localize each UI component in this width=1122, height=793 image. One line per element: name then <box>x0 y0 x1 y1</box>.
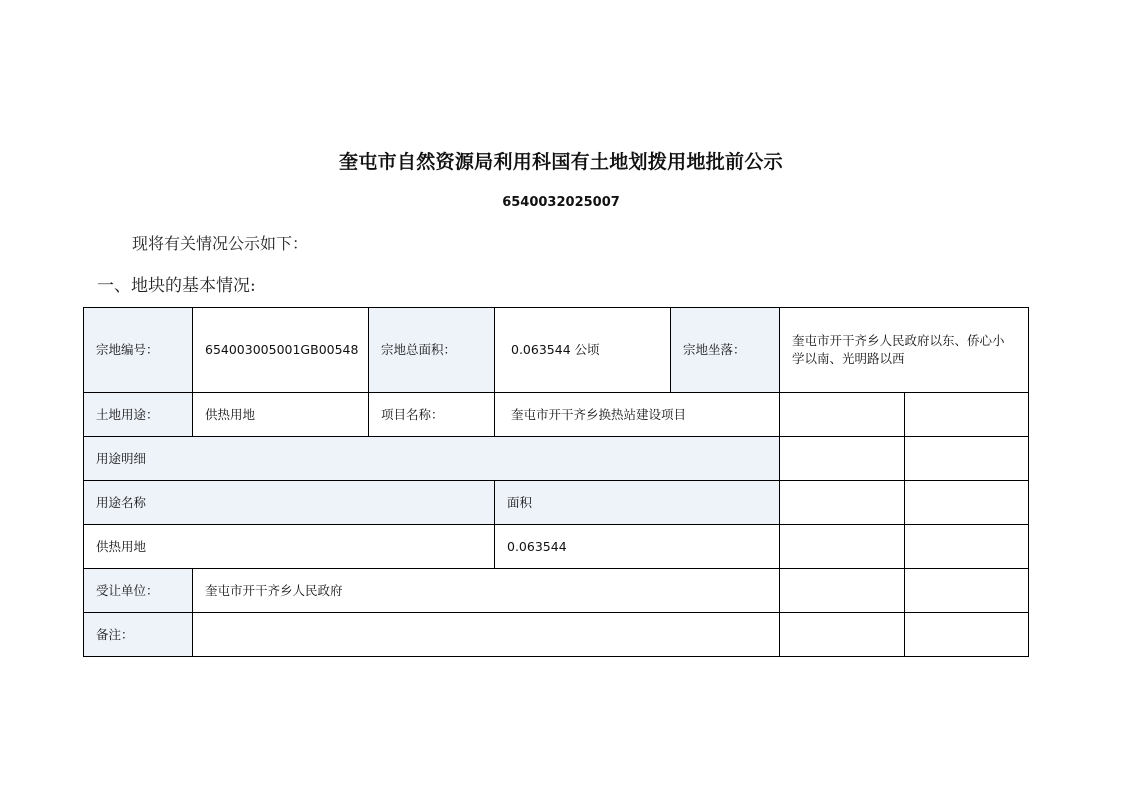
empty-cell <box>780 569 905 613</box>
total-area-label: 宗地总面积： <box>369 308 495 393</box>
empty-cell <box>905 569 1029 613</box>
land-use-label: 土地用途： <box>84 393 193 437</box>
empty-cell <box>905 481 1029 525</box>
parcel-basic-row <box>84 308 1029 393</box>
assignee-label: 受让单位： <box>84 569 193 613</box>
empty-cell <box>780 393 905 437</box>
document-number: 6540032025007 <box>502 195 620 210</box>
use-detail-label: 用途明细 <box>84 437 780 481</box>
project-name-label: 项目名称： <box>369 393 495 437</box>
use-header-row <box>84 481 1029 525</box>
assignee-value: 奎屯市开干齐乡人民政府 <box>193 569 780 613</box>
intro-text: 现将有关情况公示如下： <box>132 234 309 253</box>
location-value: 奎屯市开干齐乡人民政府以东、侨心小学以南、光明路以西 <box>780 308 1029 393</box>
area-header: 面积 <box>495 481 780 525</box>
empty-cell <box>905 613 1029 657</box>
parcel-no-value: 654003005001GB00548 <box>193 308 369 393</box>
land-use-value: 供热用地 <box>193 393 369 437</box>
empty-cell <box>780 437 905 481</box>
section-heading: 一、地块的基本情况: <box>97 276 256 296</box>
document-title: 奎屯市自然资源局利用科国有土地划拨用地批前公示 <box>339 151 783 173</box>
empty-cell <box>905 525 1029 569</box>
use-area-value: 0.063544 <box>495 525 780 569</box>
land-use-row <box>84 393 1029 437</box>
empty-cell <box>780 525 905 569</box>
parcel-info-table <box>83 307 1029 657</box>
remarks-value <box>193 613 780 657</box>
empty-cell <box>905 437 1029 481</box>
remarks-row <box>84 613 1029 657</box>
assignee-row <box>84 569 1029 613</box>
total-area-value: 0.063544 公顷 <box>495 308 671 393</box>
empty-cell <box>780 613 905 657</box>
use-name-value: 供热用地 <box>84 525 495 569</box>
project-name-value: 奎屯市开干齐乡换热站建设项目 <box>495 393 780 437</box>
use-name-header: 用途名称 <box>84 481 495 525</box>
use-detail-row <box>84 437 1029 481</box>
empty-cell <box>780 481 905 525</box>
use-data-row <box>84 525 1029 569</box>
remarks-label: 备注： <box>84 613 193 657</box>
empty-cell <box>905 393 1029 437</box>
location-label: 宗地坐落： <box>671 308 780 393</box>
parcel-no-label: 宗地编号： <box>84 308 193 393</box>
